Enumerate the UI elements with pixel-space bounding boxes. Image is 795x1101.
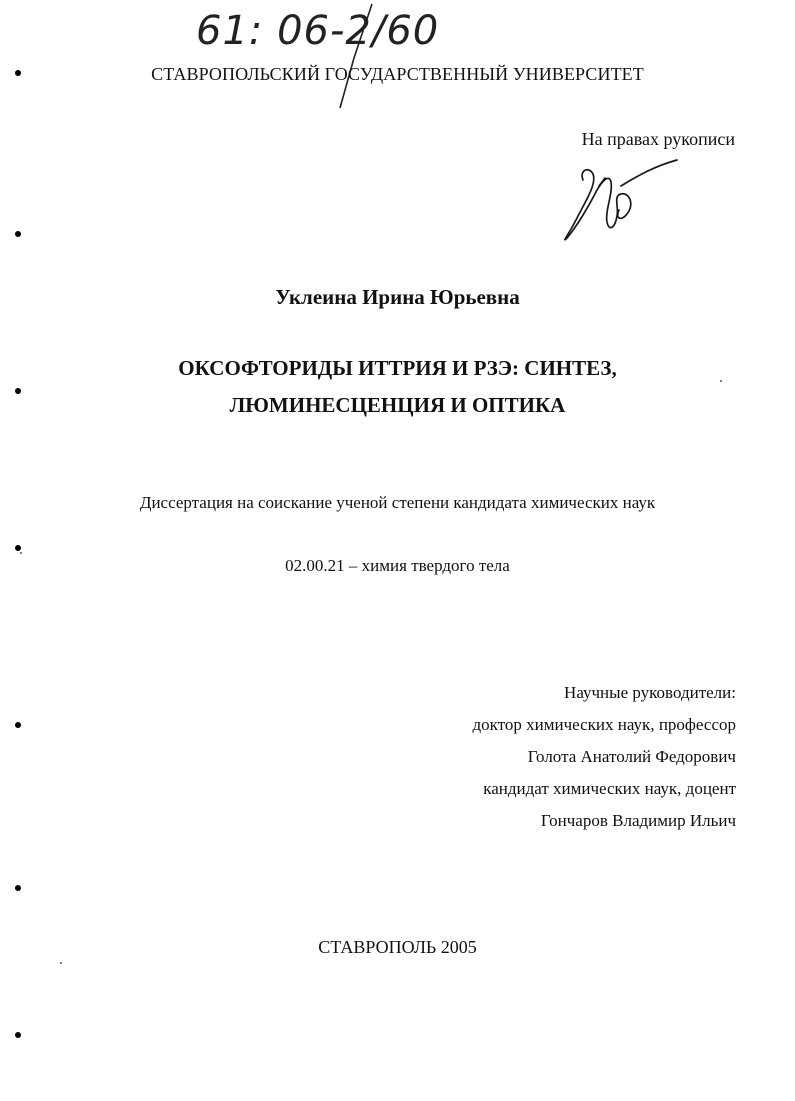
- scan-speck: [720, 380, 722, 382]
- scan-speck: [60, 962, 62, 964]
- supervisor-1-degree: доктор химических наук, профессор: [472, 715, 736, 734]
- manuscript-rights-label: На правах рукописи: [581, 129, 735, 149]
- dissertation-title-line-2: ЛЮМИНЕСЦЕНЦИЯ И ОПТИКА: [229, 393, 566, 417]
- specialty-code: 02.00.21 – химия твердого тела: [285, 556, 510, 575]
- supervisor-1-name: Голота Анатолий Федорович: [527, 747, 736, 766]
- dissertation-title-line-1: ОКСОФТОРИДЫ ИТТРИЯ И РЗЭ: СИНТЕЗ,: [178, 356, 617, 380]
- scan-speck: [20, 552, 22, 554]
- author-signature: [555, 152, 690, 247]
- degree-statement: Диссертация на соискание ученой степени кандидата химических наук: [139, 493, 656, 512]
- signature-tail-stroke: [621, 160, 677, 186]
- binding-hole: [15, 885, 21, 891]
- binding-hole: [15, 231, 21, 237]
- binding-hole: [15, 70, 21, 76]
- signature-strokes: [565, 160, 677, 240]
- binding-hole: [15, 722, 21, 728]
- ink-stroke-line: [340, 4, 372, 108]
- binding-hole: [15, 1032, 21, 1038]
- binding-hole: [15, 545, 21, 551]
- supervisor-2-degree: кандидат химических наук, доцент: [483, 779, 736, 798]
- supervisors-heading: Научные руководители:: [564, 683, 736, 702]
- signature-main-stroke: [565, 170, 631, 240]
- author-name: Уклеина Ирина Юрьевна: [275, 285, 520, 309]
- city-year: СТАВРОПОЛЬ 2005: [318, 937, 477, 957]
- ink-stroke-mark: [310, 0, 390, 115]
- archive-mark: 61: 06-2/60: [196, 8, 440, 54]
- university-name: СТАВРОПОЛЬСКИЙ ГОСУДАРСТВЕННЫЙ УНИВЕРСИТЕТ: [151, 64, 644, 84]
- binding-hole: [15, 388, 21, 394]
- signature-tick-stroke: [599, 178, 605, 186]
- supervisor-2-name: Гончаров Владимир Ильич: [540, 811, 736, 830]
